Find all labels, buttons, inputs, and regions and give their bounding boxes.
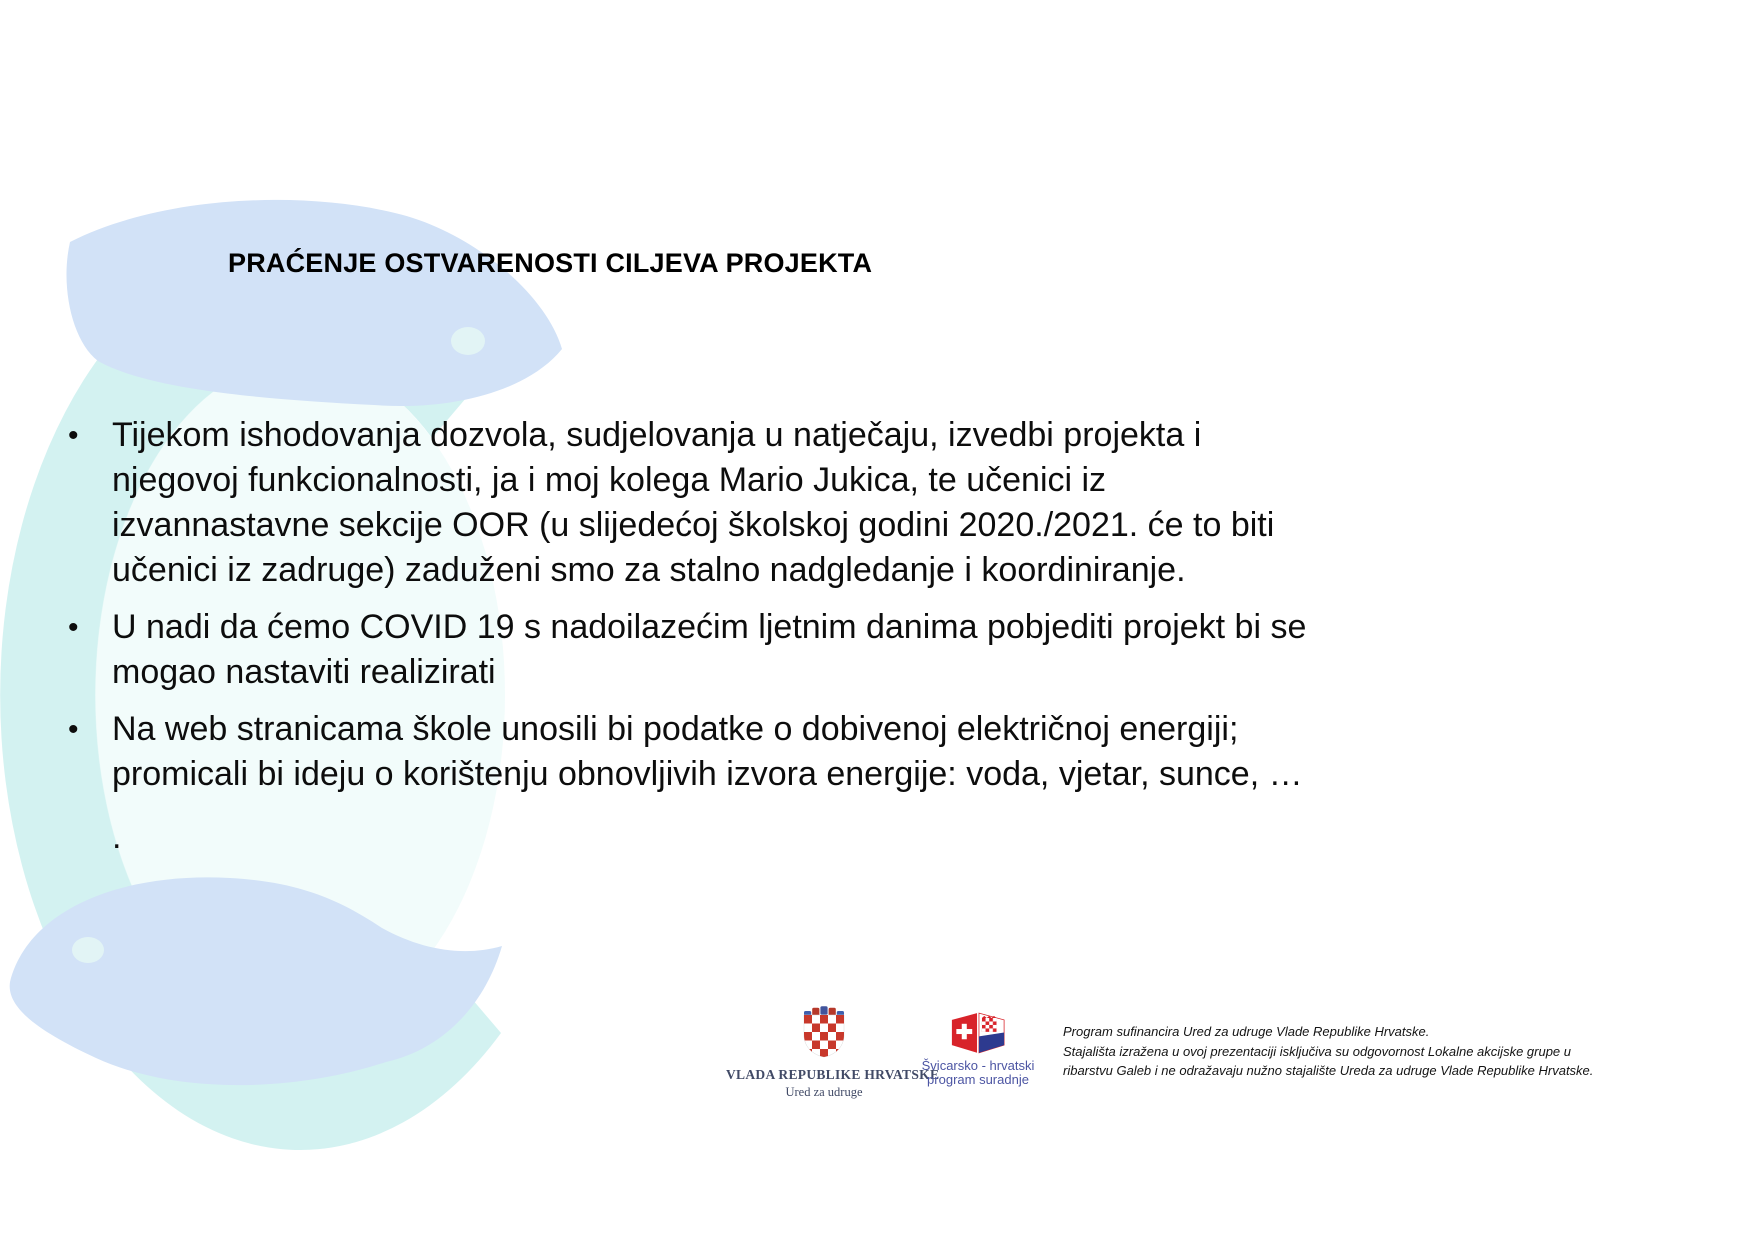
funding-disclaimer	[1063, 1022, 1633, 1081]
croatian-coat-of-arms-icon	[802, 1005, 846, 1059]
swiss-croatian-programme-logo	[920, 1010, 1036, 1086]
swiss-programme-name-line1: Švicarsko - hrvatski	[921, 1058, 1035, 1073]
bullet-item	[64, 413, 1624, 593]
top-fish-eye-icon	[451, 327, 485, 355]
slide-title: PRAĆENJE OSTVARENOSTI CILJEVA PROJEKTA	[228, 248, 873, 278]
bullet-marker: •	[68, 713, 79, 746]
text-line: mogao nastaviti realizirati	[112, 653, 496, 691]
disclaimer-line: Stajališta izražena u ovoj prezentaciji isključiva su odgovornost Lokalne akcijske grupe u	[1063, 1043, 1571, 1059]
bullet-item	[64, 707, 1624, 797]
text-line: .	[112, 818, 122, 856]
disclaimer-line: ribarstvu Galeb i ne odražavaju nužno stajalište Ureda za udruge Vlade Republike Hrvatske.	[1063, 1063, 1594, 1078]
bullet-list	[64, 413, 1624, 872]
government-logo	[726, 1005, 940, 1100]
swiss-croatian-cube-icon	[949, 1010, 1007, 1055]
text-line: učenici iz zadruge) zaduženi smo za stalno nadgledanje i koordiniranje.	[112, 551, 1186, 589]
top-fish-shape	[66, 200, 562, 406]
text-line: U nadi da ćemo COVID 19 s nadoilazećim ljetnim danima pobjediti projekt bi se	[112, 608, 1307, 646]
disclaimer-line: Program sufinancira Ured za udruge Vlade Republike Hrvatske.	[1063, 1024, 1430, 1039]
bottom-fish-eye-icon	[72, 937, 104, 963]
text-line: njegovoj funkcionalnosti, ja i moj kolega Mario Jukica, te učenici iz	[112, 461, 1107, 499]
bullet-marker: •	[68, 419, 79, 452]
government-office: Ured za udruge	[785, 1085, 863, 1099]
text-line: promicali bi ideju o korištenju obnovljivih izvora energije: voda, vjetar, sunce, …	[112, 755, 1303, 793]
text-line: Tijekom ishodovanja dozvola, sudjelovanja u natječaju, izvedbi projekta i	[112, 416, 1202, 454]
text-line: izvannastavne sekcije OOR (u slijedećoj školskoj godini 2020./2021. će to biti	[112, 506, 1275, 544]
trailing-dot-line	[64, 815, 1624, 860]
bullet-marker: •	[68, 611, 79, 644]
text-line: Na web stranicama škole unosili bi podatke o dobivenoj električnoj energiji;	[112, 710, 1239, 748]
bullet-item	[64, 605, 1624, 695]
swiss-programme-name-line2: program suradnje	[927, 1071, 1029, 1087]
government-name: VLADA REPUBLIKE HRVATSKE	[726, 1067, 940, 1082]
